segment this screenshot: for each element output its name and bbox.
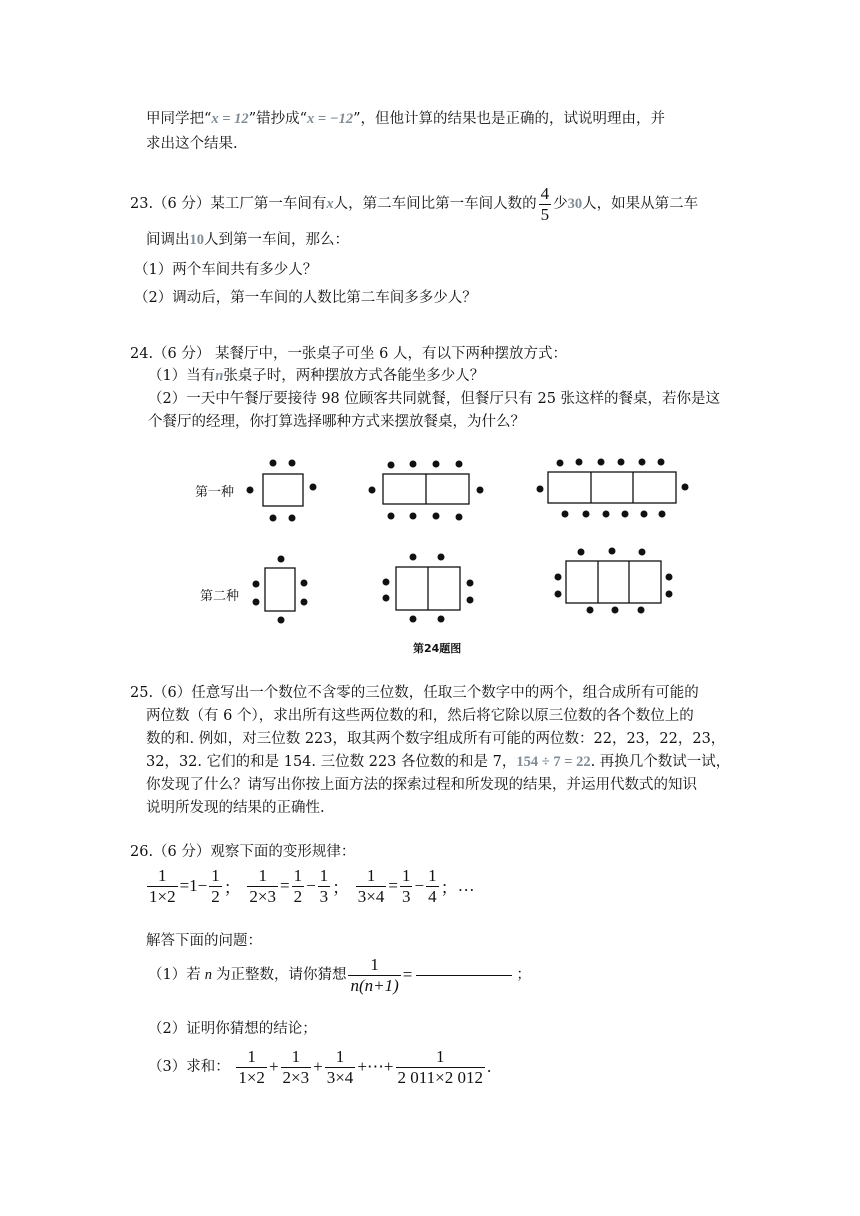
eq-sign: = xyxy=(279,876,290,896)
seat-dot xyxy=(301,599,308,606)
num: 1 xyxy=(401,866,411,885)
seat-dot xyxy=(310,484,317,491)
separator: ； xyxy=(440,878,458,898)
seat-dot xyxy=(253,599,260,606)
seat-dot xyxy=(578,549,585,556)
seat-dot xyxy=(576,459,583,466)
seat-dot xyxy=(618,459,625,466)
q26-title: 26.（6 分）观察下面的变形规律： xyxy=(130,844,356,860)
q23-var-x: x xyxy=(326,196,334,213)
num: 1 xyxy=(335,1047,345,1066)
ellipsis-plus: +⋯+ xyxy=(357,1057,394,1077)
pattern-frac-4 xyxy=(292,866,305,906)
q24-sub2-line1: （2）一天中午餐厅要接待 98 位顾客共同就餐，但餐厅只有 25 张这样的餐桌，若你是这 xyxy=(148,391,721,407)
den: 2 xyxy=(211,886,220,906)
pattern-frac-8 xyxy=(426,866,439,906)
q23-text-c: 少 xyxy=(553,196,568,213)
q22-math-1: x = 12 xyxy=(211,111,249,127)
num: 1 xyxy=(258,866,267,885)
q26-var-n: n xyxy=(204,967,212,984)
seat-dot xyxy=(410,513,417,520)
q24-label-second: 第二种 xyxy=(200,589,240,604)
seat-dot xyxy=(555,591,562,598)
q25-line1: 25.（6）任意写出一个数位不含零的三位数，任取三个数字中的两个，组合成所有可能的 xyxy=(130,685,699,701)
seat-dot xyxy=(433,513,440,520)
seat-dot xyxy=(438,616,445,623)
num: 1 xyxy=(158,866,167,885)
q23-num-30: 30 xyxy=(567,196,583,213)
den: 1×2 xyxy=(238,1067,265,1087)
q26-intro: 解答下面的问题： xyxy=(146,933,262,949)
q23-sub1: （1）两个车间共有多少人？ xyxy=(134,262,318,278)
seat-dot xyxy=(270,460,277,467)
q24-text-a: （1）当有 xyxy=(148,368,216,384)
pattern-frac-5 xyxy=(318,866,331,906)
eq-sign: = xyxy=(402,965,413,985)
sum-frac-2 xyxy=(281,1047,312,1087)
num: 1 xyxy=(319,866,329,885)
seat-dot xyxy=(666,591,673,598)
q25-line5: 你发现了什么？请写出你按上面方法的探索过程和所发现的结果，并运用代数式的知识 xyxy=(146,777,697,793)
q25-text-b: . 再换几个数试一试， xyxy=(590,754,731,770)
q26-text-b: 为正整数，请你猜想 xyxy=(215,967,347,984)
den: 3 xyxy=(319,886,329,906)
den: n(n+1) xyxy=(350,975,399,995)
q24-text-b: 张桌子时，两种摆放方式各能坐多少人？ xyxy=(223,368,485,384)
q25-math: 154 ÷ 7 = 22 xyxy=(516,754,591,770)
q24-sub2-line2: 个餐厅的经理，你打算选择哪种方式来摆放餐桌，为什么？ xyxy=(148,414,525,430)
den: 2 xyxy=(293,886,303,906)
den: 4 xyxy=(428,886,437,906)
den: 2 011×2 012 xyxy=(397,1067,483,1087)
q26-sub1 xyxy=(148,955,531,995)
seat-dot xyxy=(477,487,484,494)
seat-dot xyxy=(247,487,254,494)
seat-dot xyxy=(388,462,395,469)
seat-dot xyxy=(622,511,629,518)
period: . xyxy=(486,1057,492,1077)
seat-dot xyxy=(562,511,569,518)
seat-dot xyxy=(383,579,390,586)
seat-dot xyxy=(612,607,619,614)
seat-dot xyxy=(659,511,666,518)
seat-dot xyxy=(456,461,463,468)
q23-num-10: 10 xyxy=(189,232,204,248)
den: 1×2 xyxy=(149,886,176,906)
q24-label-first: 第一种 xyxy=(195,485,235,500)
seat-dot xyxy=(456,514,463,521)
q24-var-n: n xyxy=(215,368,224,384)
eq-sign: = xyxy=(388,876,398,896)
q23-frac-den: 5 xyxy=(540,204,550,224)
q24-figure-caption: 第24题图 xyxy=(413,642,462,655)
seat-dot xyxy=(278,556,285,563)
table-1c xyxy=(548,472,676,503)
q22-text-a: 甲同学把“ xyxy=(146,111,212,127)
seat-dot xyxy=(301,580,308,587)
q23-text-a: 23.（6 分）某工厂第一车间有 xyxy=(130,196,327,213)
seat-dot xyxy=(658,459,665,466)
q26-text-c: ； xyxy=(516,967,531,984)
q25-line4 xyxy=(146,750,730,771)
q22-text-c: ”，但他计算的结果也是正确的，试说明理由，并 xyxy=(353,111,665,127)
separator: ； xyxy=(223,878,241,898)
seat-dot xyxy=(410,554,417,561)
minus-sign: − xyxy=(306,876,316,896)
pattern-frac-2 xyxy=(209,866,222,906)
pattern-frac-7 xyxy=(400,866,413,906)
seat-dot xyxy=(289,515,296,522)
seat-dot xyxy=(410,461,417,468)
eq-sign: =1− xyxy=(179,876,208,896)
seat-dot xyxy=(639,549,646,556)
table-2a xyxy=(265,568,295,611)
plus-sign: + xyxy=(268,1057,279,1077)
seat-dot xyxy=(438,554,445,561)
seat-dot xyxy=(537,486,544,493)
q22-text-b: ”错抄成“ xyxy=(248,111,308,127)
table-1a xyxy=(263,474,303,506)
seat-dot xyxy=(557,460,564,467)
minus-sign: − xyxy=(414,876,425,896)
seat-dot xyxy=(467,597,474,604)
seat-dot xyxy=(410,616,417,623)
den: 3×4 xyxy=(326,1067,354,1087)
seat-dot xyxy=(383,595,390,602)
seat-dot xyxy=(638,607,645,614)
q23-sub2: （2）调动后，第一车间的人数比第二车间多多少人？ xyxy=(134,290,477,306)
seat-dot xyxy=(278,617,285,624)
seat-dot xyxy=(639,459,646,466)
q26-sub2: （2）证明你猜想的结论； xyxy=(148,1021,317,1037)
den: 3 xyxy=(401,886,411,906)
num: 1 xyxy=(428,866,437,885)
q24-title: 24.（6 分） 某餐厅中，一张桌子可坐 6 人，有以下两种摆放方式： xyxy=(130,346,567,362)
q26-guess-frac xyxy=(348,955,400,995)
seat-dot xyxy=(583,511,590,518)
seat-dot xyxy=(270,515,277,522)
seat-dot xyxy=(253,581,260,588)
plus-sign: + xyxy=(313,1057,323,1077)
seat-dot xyxy=(467,580,474,587)
num: 1 xyxy=(291,1047,301,1066)
q25-line3: 数的和. 例如，对三位数 223，取其两个数字组成所有可能的两位数：22，23，22，23， xyxy=(146,731,726,747)
q26-text-a: （1）若 xyxy=(148,967,201,984)
num: 1 xyxy=(370,955,379,974)
q25-text-a: 32，32. 它们的和是 154. 三位数 223 各位数的和是 7， xyxy=(146,754,517,770)
ellipsis: … xyxy=(457,876,475,896)
seat-dot xyxy=(641,511,648,518)
den: 3×4 xyxy=(357,886,385,906)
q23-text-b: 人，第二车间比第一车间人数的 xyxy=(333,196,537,213)
q23-text-e: 间调出 xyxy=(146,232,190,248)
table-2c xyxy=(566,561,661,603)
num: 1 xyxy=(211,866,220,885)
den: 2×3 xyxy=(249,886,276,906)
q23-frac-num: 4 xyxy=(540,184,550,203)
seat-dot xyxy=(555,574,562,581)
q25-line2: 两位数（有 6 个），求出所有这些两位数的和，然后将它除以原三位数的各个数位上的 xyxy=(146,708,694,724)
q23-text-d: 人，如果从第二车 xyxy=(582,196,699,213)
q26-pattern xyxy=(145,866,475,906)
pattern-frac-6 xyxy=(356,866,387,906)
q22-line2: 求出这个结果. xyxy=(146,136,238,152)
q25-line6: 说明所发现的结果的正确性. xyxy=(146,800,325,816)
q23-text-f: 人到第一车间，那么： xyxy=(204,232,349,248)
seat-dot xyxy=(433,461,440,468)
seat-dot xyxy=(289,460,296,467)
seat-dot xyxy=(369,487,376,494)
num: 1 xyxy=(293,866,303,885)
q26-text-sum: （3）求和： xyxy=(148,1059,230,1076)
q26-sub3 xyxy=(148,1047,491,1087)
seat-dot xyxy=(666,574,673,581)
q22-math-2: x = −12 xyxy=(307,111,354,127)
seat-dot xyxy=(609,548,616,555)
seat-dot xyxy=(598,459,605,466)
num: 1 xyxy=(366,866,376,885)
sum-frac-3 xyxy=(325,1047,356,1087)
num: 1 xyxy=(435,1047,445,1066)
sum-frac-last xyxy=(396,1047,485,1087)
pattern-frac-3 xyxy=(247,866,278,906)
sum-frac-1 xyxy=(236,1047,267,1087)
answer-blank[interactable] xyxy=(416,975,512,976)
seat-dot xyxy=(603,511,610,518)
seat-dot xyxy=(682,484,689,491)
separator: ； xyxy=(332,878,350,898)
num: 1 xyxy=(247,1047,256,1066)
den: 2×3 xyxy=(282,1067,310,1087)
seat-dot xyxy=(587,607,594,614)
seat-dot xyxy=(388,513,395,520)
pattern-frac-1 xyxy=(147,866,178,906)
